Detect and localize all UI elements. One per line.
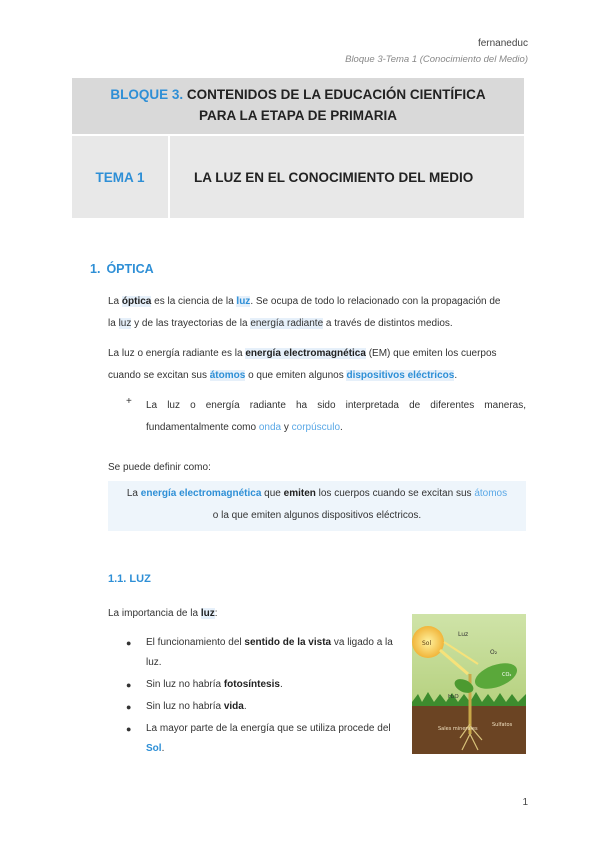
text: Sin luz no habría xyxy=(146,679,224,690)
keyword-onda: onda xyxy=(258,422,282,433)
text: y xyxy=(281,422,292,433)
define-intro: Se puede definir como: xyxy=(108,462,211,473)
keyword: fotosíntesis xyxy=(223,679,280,690)
bullet-dot-icon: ● xyxy=(126,638,132,648)
block-label: BLOQUE 3. xyxy=(110,87,184,102)
importance-list xyxy=(126,633,406,761)
list-item xyxy=(126,633,406,673)
text: . xyxy=(340,422,343,433)
list-item xyxy=(126,697,406,717)
text: (EM) que emiten los cuerpos xyxy=(365,348,497,359)
keyword: sentido de la vista xyxy=(244,637,332,648)
text: La luz o energía radiante ha sido interpretada de diferentes maneras, fundamentalmente como xyxy=(146,400,526,433)
text: . xyxy=(454,370,458,381)
label-h2o: H₂O xyxy=(448,694,459,700)
keyword: vida xyxy=(223,701,244,712)
tema-row xyxy=(72,136,524,218)
paragraph-luz-energia xyxy=(108,343,526,387)
text: los cuerpos cuando se excitan sus xyxy=(315,488,475,499)
text: . xyxy=(279,679,283,690)
text: a través de distintos medios. xyxy=(323,318,453,329)
plus-bullet-icon: + xyxy=(126,396,132,407)
keyword-optica: óptica xyxy=(121,296,152,307)
text: . xyxy=(161,743,165,754)
tema-title: LA LUZ EN EL CONOCIMIENTO DEL MEDIO xyxy=(194,169,474,185)
definition-callout xyxy=(108,481,526,531)
tema-label: TEMA 1 xyxy=(72,136,170,218)
subsection-heading-luz: 1.1. LUZ xyxy=(108,573,151,585)
keyword-energia-em: energía electromagnética xyxy=(140,488,262,499)
label-sales: Sales minerales xyxy=(438,726,478,732)
text: la xyxy=(108,318,119,329)
text: . Se ocupa de todo lo relacionado con la propagación de xyxy=(250,296,501,307)
text: es la ciencia de la xyxy=(151,296,237,307)
keyword-luz: luz xyxy=(118,318,132,329)
keyword-emiten: emiten xyxy=(283,488,316,499)
text: La luz o energía radiante es la xyxy=(108,348,246,359)
list-item xyxy=(126,719,406,759)
keyword-energia-radiante: energía radiante xyxy=(250,318,324,329)
section-number: 1. xyxy=(90,262,101,276)
text: El funcionamiento del xyxy=(146,637,245,648)
label-co2: CO₂ xyxy=(502,672,512,678)
text: que xyxy=(261,488,284,499)
header-subtitle: Bloque 3-Tema 1 (Conocimiento del Medio) xyxy=(345,54,528,65)
text: Sin luz no habría xyxy=(146,701,224,712)
list-item xyxy=(126,675,406,695)
section-title: ÓPTICA xyxy=(106,262,154,276)
label-luz: Luz xyxy=(458,631,469,638)
keyword-luz: luz xyxy=(236,296,251,307)
keyword-corpusculo: corpúsculo xyxy=(291,422,341,433)
bullet-dot-icon: ● xyxy=(126,702,132,712)
text: : xyxy=(214,608,218,619)
keyword-atomos: átomos xyxy=(474,488,508,499)
block-title-box xyxy=(72,78,524,134)
text: La xyxy=(126,488,141,499)
text: cuando se excitan sus xyxy=(108,370,210,381)
label-sol: Sol xyxy=(422,640,432,647)
text: . xyxy=(243,701,247,712)
photosynthesis-illustration xyxy=(412,614,526,754)
keyword-atomos: átomos xyxy=(209,370,246,381)
callout-line2: o la que emiten algunos dispositivos eléctricos. xyxy=(212,510,422,521)
label-o2: O₂ xyxy=(490,649,498,656)
bullet-dot-icon: ● xyxy=(126,680,132,690)
text: La mayor parte de la energía que se utiliza procede del xyxy=(146,723,391,734)
bullet-dot-icon: ● xyxy=(126,724,132,734)
paragraph-optica xyxy=(108,291,526,335)
keyword-energia-em: energía electromagnética xyxy=(245,348,366,359)
keyword-dispositivos: dispositivos eléctricos xyxy=(346,370,455,381)
block-title-line1: CONTENIDOS DE LA EDUCACIÓN CIENTÍFICA xyxy=(186,87,486,102)
text: La xyxy=(108,296,122,307)
keyword-sol: Sol xyxy=(146,743,162,754)
section-heading-optica xyxy=(90,262,154,276)
header-author: fernaneduc xyxy=(477,38,528,49)
label-sulfatos: Sulfatos xyxy=(492,722,513,728)
text: La importancia de la xyxy=(108,608,201,619)
text: va ligado a la luz. xyxy=(146,637,393,668)
text: y de las trayectorias de la xyxy=(131,318,251,329)
block-title-line2: PARA LA ETAPA DE PRIMARIA xyxy=(199,108,397,123)
bullet-onda-corpusculo xyxy=(146,395,526,439)
keyword-luz: luz xyxy=(200,608,215,619)
page-number: 1 xyxy=(522,797,528,808)
text: o que emiten algunos xyxy=(245,370,347,381)
